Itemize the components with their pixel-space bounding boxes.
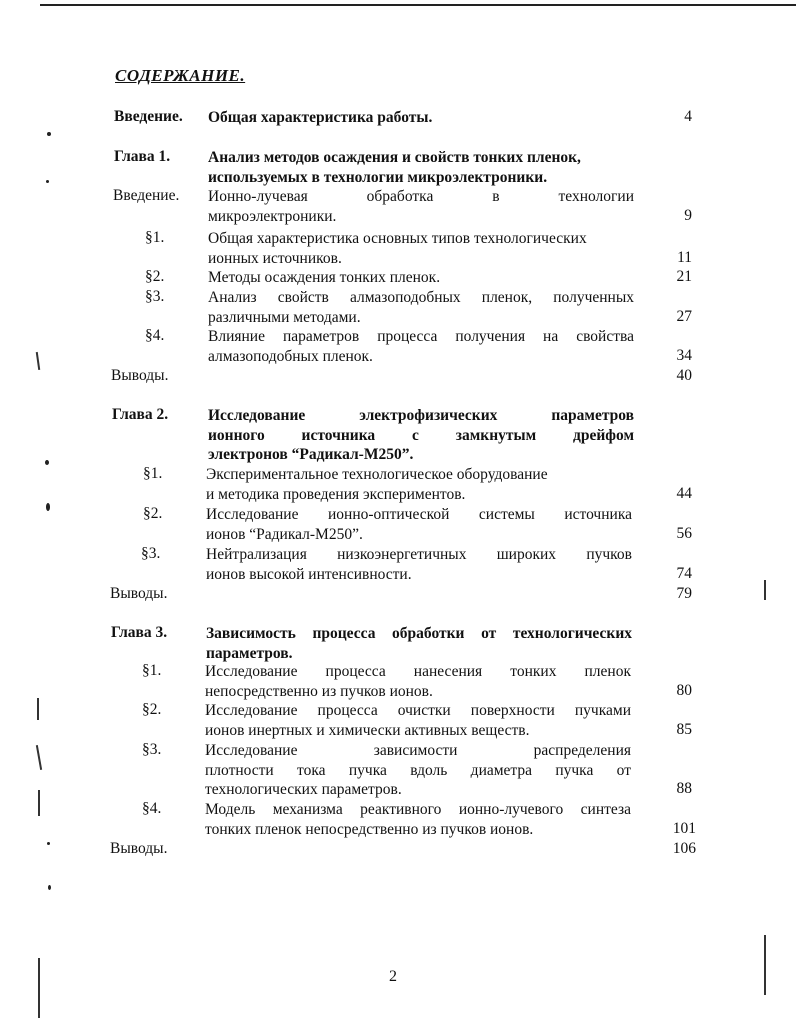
chapter-label: Глава 2. — [112, 406, 169, 423]
entry-page: 34 — [676, 347, 692, 364]
entry-title-line: Модель механизма реактивного ионно-лучевого синтеза — [205, 801, 631, 818]
chapter-title-line: электронов “Радикал-М250”. — [208, 446, 414, 463]
entry-title — [208, 268, 634, 288]
scan-speck — [46, 180, 49, 183]
entry-title-line: Ионно-лучевая обработка в технологии — [208, 188, 634, 205]
entry-title-line: Исследование ионно-оптической системы источника — [206, 506, 632, 523]
entry-title-line: ионов инертных и химически активных веществ. — [205, 721, 530, 739]
entry-title-line: Экспериментальное технологическое оборудование — [206, 466, 548, 483]
scan-speck — [46, 503, 50, 511]
chapter-title — [206, 624, 632, 663]
scan-speck — [45, 460, 49, 465]
entry-title-line: различными методами. — [208, 308, 361, 326]
entry-title — [208, 327, 634, 366]
entry-title-line: Влияние параметров процесса получения на свойства — [208, 328, 634, 345]
entry-label: Введение. — [113, 187, 180, 204]
entry-title — [206, 465, 632, 504]
scan-mark — [36, 352, 40, 370]
entry-label: Выводы. — [110, 840, 168, 857]
entry-page: 88 — [676, 780, 692, 797]
scan-mark — [37, 698, 39, 720]
entry-label: §2. — [145, 268, 165, 285]
entry-title-line: Анализ свойств алмазоподобных пленок, полученных — [208, 289, 634, 306]
entry-label: Выводы. — [111, 367, 169, 384]
entry-page: 79 — [676, 585, 692, 602]
entry-title-line: технологических параметров. — [205, 781, 402, 798]
scan-mark — [38, 958, 40, 1018]
entry-title-line: ионных источников. — [208, 249, 342, 267]
entry-title — [208, 288, 634, 327]
entry-page: 85 — [676, 721, 692, 738]
entry-label: §4. — [142, 800, 162, 817]
entry-page: 74 — [676, 565, 692, 582]
entry-title-line: ионов высокой интенсивности. — [206, 565, 412, 583]
entry-page: 106 — [672, 840, 696, 857]
toc-heading: СОДЕРЖАНИЕ. — [115, 66, 246, 85]
entry-label: §1. — [142, 662, 162, 679]
entry-title — [205, 662, 631, 701]
chapter-label: Глава 1. — [114, 148, 171, 165]
chapter-title-line: Исследование электрофизических параметров — [208, 407, 634, 424]
entry-title — [208, 187, 634, 226]
entry-title — [205, 800, 631, 839]
entry-label: §1. — [145, 229, 165, 246]
scan-speck — [47, 132, 51, 136]
chapter-title — [208, 406, 634, 465]
entry-title-line: Методы осаждения тонких пленок. — [208, 269, 441, 286]
chapter-title-line: используемых в технологии микроэлектроники. — [208, 168, 548, 186]
entry-page: 21 — [676, 268, 692, 285]
page-number: 2 — [389, 968, 397, 985]
entry-title-line: алмазоподобных пленок. — [208, 347, 373, 365]
chapter-title-line: ионного источника с замкнутым дрейфом — [208, 426, 634, 444]
entry-title-line: Исследование зависимости распределения — [205, 742, 631, 759]
entry-title-line: и методика проведения экспериментов. — [206, 485, 466, 503]
entry-title-line: тонких пленок непосредственно из пучков ионов. — [205, 820, 534, 838]
entry-title-line: непосредственно из пучков ионов. — [205, 682, 433, 700]
entry-title — [205, 741, 631, 800]
scan-mark — [36, 745, 42, 770]
entry-title-line: Исследование процесса очистки поверхности пучками — [205, 702, 631, 719]
scan-speck — [48, 885, 51, 890]
entry-title-line: плотности тока пучка вдоль диаметра пучка от — [205, 761, 631, 779]
entry-label: §2. — [142, 701, 162, 718]
entry-title: Общая характеристика работы. — [208, 109, 433, 126]
entry-label: §3. — [145, 288, 165, 305]
chapter-title — [208, 148, 634, 187]
entry-label: Введение. — [114, 108, 183, 125]
chapter-title-line: Зависимость процесса обработки от технологических — [206, 625, 632, 642]
entry-page: 44 — [676, 485, 692, 502]
chapter-title-line: параметров. — [206, 644, 293, 662]
entry-page: 80 — [676, 682, 692, 699]
entry-label: §4. — [145, 327, 165, 344]
entry-title — [205, 701, 631, 740]
entry-label: §2. — [143, 505, 163, 522]
scan-mark — [764, 580, 766, 600]
entry-title — [206, 505, 632, 544]
entry-title — [208, 229, 634, 268]
entry-label: §3. — [142, 741, 162, 758]
entry-label: §1. — [143, 465, 163, 482]
entry-page: 101 — [672, 820, 696, 837]
chapter-label: Глава 3. — [111, 624, 168, 641]
entry-page: 9 — [684, 207, 692, 224]
chapter-title-line: Анализ методов осаждения и свойств тонких пленок, — [208, 149, 581, 166]
entry-page: 11 — [677, 249, 692, 266]
scan-speck — [47, 842, 50, 845]
entry-page: 40 — [676, 367, 692, 384]
entry-page: 27 — [676, 308, 692, 325]
scan-mark — [38, 790, 40, 816]
entry-title-line: Исследование процесса нанесения тонких пленок — [205, 663, 631, 680]
entry-title-line: микроэлектроники. — [208, 207, 337, 225]
entry-title — [206, 545, 632, 584]
scan-top-border — [40, 4, 796, 6]
entry-page: 4 — [684, 108, 692, 125]
entry-label: Выводы. — [110, 585, 168, 602]
entry-label: §3. — [141, 545, 161, 562]
entry-page: 56 — [676, 525, 692, 542]
entry-title-line: Нейтрализация низкоэнергетичных широких пучков — [206, 546, 632, 563]
entry-title-line: Общая характеристика основных типов технологических — [208, 230, 587, 247]
scan-mark — [764, 935, 766, 995]
entry-title-line: ионов “Радикал-М250”. — [206, 525, 363, 543]
